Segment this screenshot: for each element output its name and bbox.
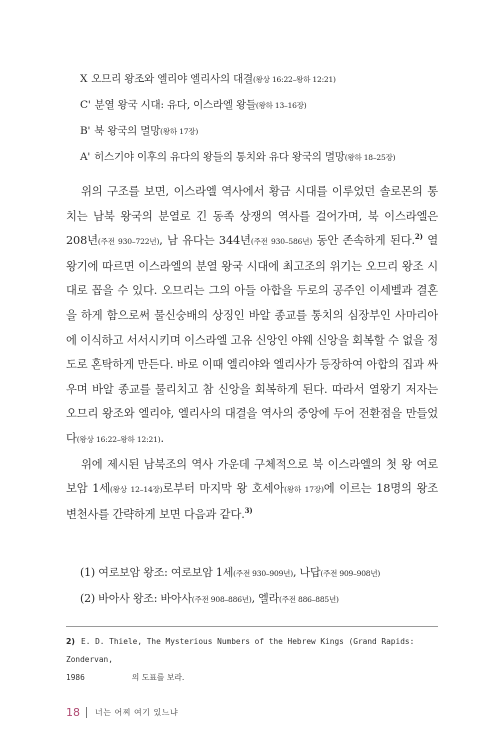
date-range: (주전 930–586년) bbox=[250, 237, 313, 247]
dynasty-item-baasha bbox=[80, 586, 440, 612]
reign-dates: (주전 908–886년) bbox=[191, 595, 252, 604]
outline-item-x bbox=[80, 66, 440, 92]
footnote-2 bbox=[66, 633, 438, 687]
footnote-line bbox=[66, 633, 438, 669]
dynasty-text: , 나답 bbox=[292, 566, 321, 579]
footnote-citation: E. D. Thiele, The Mysterious Numbers of the Hebrew Kings (Grand Rapids: Zondervan, bbox=[66, 637, 415, 664]
outline-item-b-prime bbox=[80, 118, 440, 144]
outline-text: 북 왕국의 멸망 bbox=[94, 125, 161, 137]
footnote-citation: 의 도표를 보라. bbox=[131, 673, 185, 682]
dynasty-text: (2) 바아사 왕조: 바아사 bbox=[80, 592, 192, 605]
outline-text: 히스기야 이후의 유다의 왕들의 통치와 유다 왕국의 멸망 bbox=[94, 151, 345, 163]
paragraph-text: 위의 구조를 보면, 이스라엘 역사에서 황금 시대를 이루었던 솔로몬의 통치는 남북 왕국의 분열로 긴 동족 상쟁의 역사를 걸어가며, 북 이스라엘은 208년 bbox=[66, 185, 438, 248]
dynasty-list bbox=[80, 560, 440, 612]
date-range: (주전 930–722년) bbox=[97, 237, 160, 247]
dynasty-text: , 엘라 bbox=[251, 592, 280, 605]
reign-dates: (주전 909–908년) bbox=[320, 569, 381, 578]
footnote-divider bbox=[66, 626, 438, 627]
paragraph-text: . bbox=[160, 431, 164, 445]
scripture-reference: (왕상 12–14장) bbox=[110, 485, 163, 495]
footnote-ref-2[interactable]: 2) bbox=[414, 232, 423, 242]
footnote-line bbox=[66, 669, 438, 687]
dynasty-text: (1) 여로보암 왕조: 여로보암 1세 bbox=[80, 566, 234, 579]
structure-outline bbox=[80, 66, 440, 170]
paragraph-text: 열왕기에 따르면 이스라엘의 분열 왕국 시대에 최고조의 위기는 오므리 왕조 시대로 꼽을 수 있다. 오므리는 그의 아들 아합을 두로의 공주인 이세벨과 결혼을 하게 함으로써 물신숭배의 상징인 바알 종교를 통치의 심장부인 사마리아에 이식하고 서서시키며 이스라엘 고유 신앙인 야웨 신앙을 회복할 수 없을 정도로 혼탁하게 만든다. 바로 이때 엘리야와 엘리사가 등장하여 아합의 집과 싸우며 바알 종교를 물리치고 참 신앙을 회복하게 된다. 따라서 열왕기 저자는 오므리 왕조와 엘리야, 엘리사의 대결을 역사의 중앙에 두어 전환점을 만들었다 bbox=[66, 234, 438, 445]
folio-divider bbox=[86, 707, 87, 718]
outline-marker: C' bbox=[80, 99, 91, 111]
dynasty-item-jeroboam bbox=[80, 560, 440, 586]
outline-marker: B' bbox=[80, 125, 91, 137]
outline-marker: X bbox=[80, 73, 88, 85]
footnote-citation: 1986 bbox=[66, 673, 85, 682]
running-title: 너는 어찌 여기 있느냐 bbox=[95, 707, 179, 717]
outline-text: 분열 왕국 시대: 유다, 이스라엘 왕들 bbox=[94, 99, 256, 111]
page-number: 18 bbox=[66, 705, 80, 719]
outline-reference: (왕하 13–16장) bbox=[255, 101, 307, 110]
outline-text: 오므리 왕조와 엘리야 엘리사의 대결 bbox=[91, 73, 253, 85]
outline-reference: (왕상 16:22–왕하 12:21) bbox=[252, 75, 336, 84]
paragraph-text: 동안 존속하게 된다. bbox=[312, 234, 415, 248]
scripture-reference: (왕하 17장) bbox=[284, 485, 324, 495]
page-footer bbox=[66, 705, 178, 719]
paragraph-text: 에 이르는 18명의 왕조 변천사를 간략하게 보면 다음과 같다. bbox=[66, 482, 438, 521]
reign-dates: (주전 886–885년) bbox=[279, 595, 339, 604]
footnote-ref-3[interactable]: 3) bbox=[244, 505, 253, 515]
outline-reference: (왕하 18–25장) bbox=[344, 153, 396, 162]
outline-item-c-prime bbox=[80, 92, 440, 118]
outline-item-a-prime bbox=[80, 144, 440, 170]
paragraph-text: 위에 제시된 남북조의 역사 가운데 구체적으로 북 이스라엘의 첫 왕 여로보암 1세 bbox=[66, 457, 438, 496]
reign-dates: (주전 930–909년) bbox=[233, 569, 293, 578]
outline-reference: (왕하 17장) bbox=[160, 127, 199, 136]
footnote-number: 2) bbox=[66, 637, 75, 646]
outline-marker: A' bbox=[80, 151, 91, 163]
scripture-reference: (왕상 16:22–왕하 12:21) bbox=[76, 434, 161, 444]
paragraph-king-list-intro bbox=[66, 453, 438, 528]
paragraph-structure-summary bbox=[66, 180, 438, 453]
paragraph-text: , 남 유다는 344년 bbox=[159, 234, 251, 248]
paragraph-text: 로부터 마지막 왕 호세아 bbox=[162, 482, 285, 496]
body-text bbox=[66, 180, 438, 527]
